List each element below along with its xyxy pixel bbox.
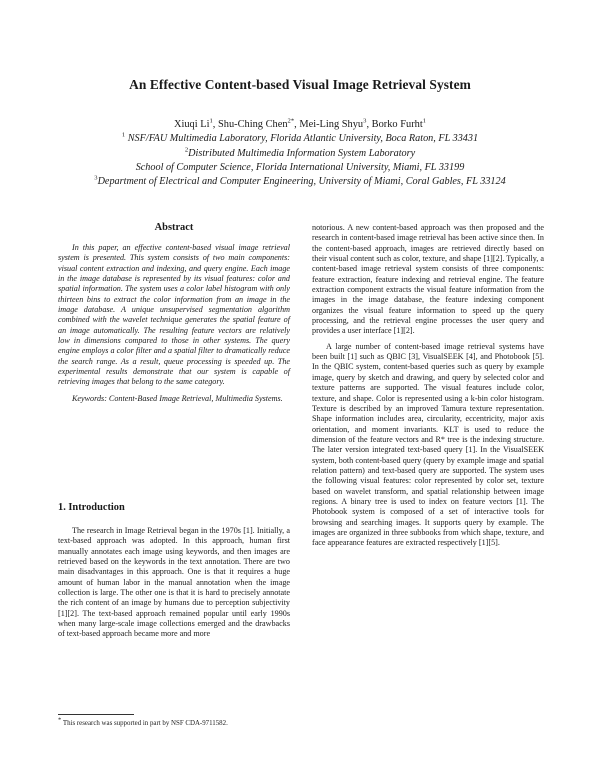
affiliation-2: $^2$Distributed Multimedia Information System Laboratory [184, 146, 416, 159]
abstract-section [58, 243, 290, 404]
keywords: Keywords: Content-Based Image Retrieval, Multimedia Systems. [72, 393, 283, 403]
introduction-text [58, 526, 290, 640]
paragraph: The research in Image Retrieval began in the 1970s [1]. Initially, a text-based approach was adopted. In this approach, human first manually annotates each image using keywords, and then images are retrieved based on the keywords in the text annotation. There are two main disadvantages in this approach. One is that it requires a huge amount of human labor in the manual annotation when the image collection is large. The other one is that it is hard to precisely annotate the rich content of an image by humans due to perception subjectivity [1][2]. The text-based approach remained popular until early 1990s when many large-scale image collections emerged and the drawbacks of text-based approach became more and more [58, 526, 290, 639]
footnote-divider [58, 714, 134, 715]
affiliation-2-school: School of Computer Science, Florida International University, Miami, FL 33199 [135, 162, 465, 173]
affiliation-3: $^3$Department of Electrical and Computer Engineering, University of Miami, Coral Gables, FL 33124 [94, 174, 506, 187]
abstract-heading: Abstract [154, 222, 194, 233]
introduction-heading: 1. Introduction [58, 502, 125, 513]
author-name: Shu-Ching Chen [217, 119, 288, 130]
right-column [312, 223, 544, 549]
affiliation-1: $^1$ NSF/FAU Multimedia Laboratory, Florida Atlantic University, Boca Raton, FL 33431 [121, 131, 479, 144]
paragraph: A large number of content-based image retrieval systems have been built [1] such as QBIC [3], VisualSEEK [4], and Photobook [5]. In the QBIC system, content-based queries such as query by example image, query by sketch and drawing, and query by selected color and texture patterns are supported. The visual features include color, texture, and shape. Color is represented using a k-bin color histogram. Texture is described by an improved Tamura texture representation. Shape information includes area, circularity, eccentricity, major axis orientation, and moment invariants. KLT is used to reduce the dimension of the feature vectors and R* tree is the indexing structure. The later version integrated text-based query [1]. In the VisualSEEK system, both content-based query (query by example image and spatial relation pattern) and text-based query are supported. The system uses the following visual features: color represented by color set, texture based on wavelet transform, and spatial relationship between image regions. A binary tree is used to index on feature vectors [1]. The Photobook system is composed of a set of interactive tools for browsing and searching images. It supports query by example. The images are organized in three subbooks from which shape, texture, and face appearance features are extracted respectively [1][5]. [312, 341, 544, 548]
author-name: Mei-Ling Shyu [299, 119, 364, 130]
author-name: Xiuqi Li [173, 119, 210, 130]
author-sup: 1 [422, 117, 427, 125]
author-sup: 1 [209, 117, 213, 125]
footnote: * This research was supported in part by NSF CDA-9711582. [58, 716, 228, 727]
author-sup: 2* [287, 117, 295, 125]
paper-title: An Effective Content-based Visual Image Retrieval System [129, 77, 471, 92]
abstract-body: In this paper, an effective content-based visual image retrieval system is presented. This system consists of two main components: visual content extraction and indexing, and query engine. Each image in the image database is represented by its visual features: color and spatial information. The system uses a color label histogram with only thirteen bins to extract the color information from an image in the image database. A unique unsupervised segmentation algorithm combined with the wavelet technique generates the spatial feature of an image automatically. The resulting feature vectors are relatively low in dimensions compared to those in other systems. The query engine employs a color filter and a spatial filter to dramatically reduce the search range. As a result, queue processing is speeded up. The experimental results demonstrate that our system is capable of retrieving images that belong to the same category. [58, 243, 290, 387]
author-sup: 3 [363, 117, 367, 125]
author-list: Xiuqi Li$^1$, Shu-Ching Chen$^{2*}$, Mei-Ling Shyu$^3$, Borko Furht$^1$ [173, 117, 427, 130]
author-name: Borko Furht [371, 119, 423, 130]
paragraph: notorious. A new content-based approach was then proposed and the research in content-based image retrieval has been active since then. In the content-based approach, images are retrieved directly based on their visual content such as color, texture, and shape [1][2]. Typically, a content-based image retrieval system consists of three components: feature extraction, feature indexing and retrieval engine. The feature extraction component extracts the visual feature information from the images in the image database, the feature indexing component organizes the visual feature information to speed up the query processing, and the retrieval engine processes the user query and provides a user interface [1][2]. [312, 223, 544, 336]
